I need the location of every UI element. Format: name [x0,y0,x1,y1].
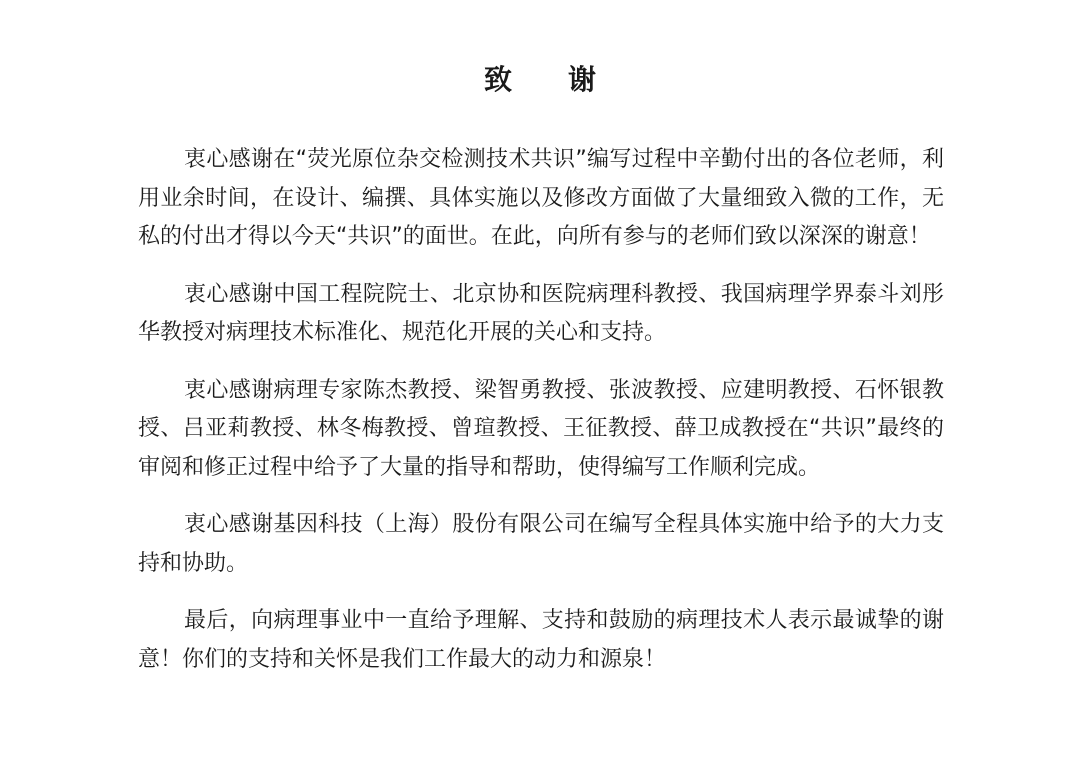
acknowledgement-body [138,141,944,698]
page-title: 致谢 [483,63,652,96]
paragraph-1: 衷心感谢在“荧光原位杂交检测技术共识”编写过程中辛勤付出的各位老师，利用业余时间，在设计、编撰、具体实施以及修改方面做了大量细致入微的工作，无私的付出才得以今天“共识”的面世。在此，向所有参与的老师们致以深深的谢意！ [138,147,944,249]
paragraph-5: 最后，向病理事业中一直给予理解、支持和鼓励的病理技术人表示最诚挚的谢意！你们的支持和关怀是我们工作最大的动力和源泉！ [138,608,944,672]
paragraph-4: 衷心感谢基因科技（上海）股份有限公司在编写全程具体实施中给予的大力支持和协助。 [138,512,944,576]
paragraph-3: 衷心感谢病理专家陈杰教授、梁智勇教授、张波教授、应建明教授、石怀银教授、吕亚莉教授、林冬梅教授、曾瑄教授、王征教授、薛卫成教授在“共识”最终的审阅和修正过程中给予了大量的指导和帮助，使得编写工作顺利完成。 [138,377,944,480]
paragraph-2: 衷心感谢中国工程院院士、北京协和医院病理科教授、我国病理学界泰斗刘彤华教授对病理技术标准化、规范化开展的关心和支持。 [138,281,944,345]
